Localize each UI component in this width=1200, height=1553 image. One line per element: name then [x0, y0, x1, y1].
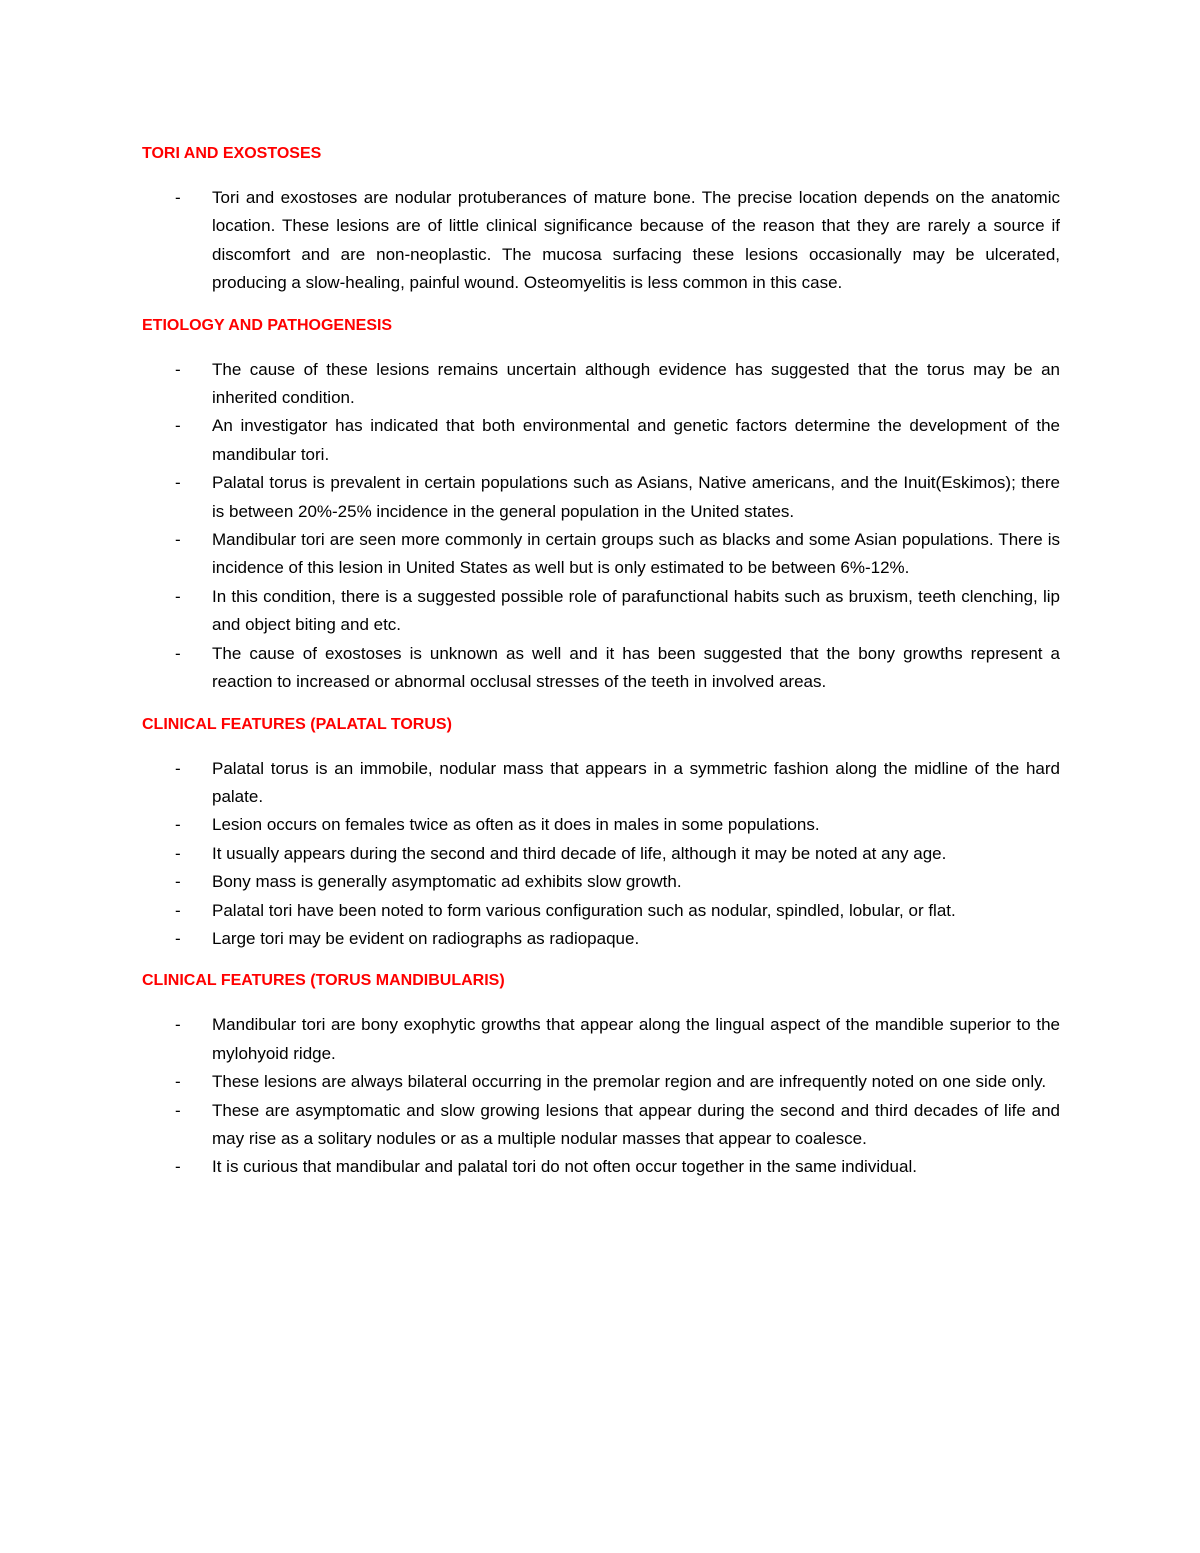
document-page: [142, 140, 1060, 1196]
list-item-text: Lesion occurs on females twice as often as it does in males in some populations.: [212, 815, 820, 835]
list-item: [142, 925, 1060, 953]
bullet-marker: -: [175, 843, 181, 863]
bullet-marker: -: [175, 1072, 181, 1092]
bullet-marker: -: [175, 416, 181, 436]
list-item-text: The cause of exostoses is unknown as well and it has been suggested that the bony growths represent a reaction to increased or abnormal occlusal stresses of the teeth in involved areas.: [212, 643, 1060, 692]
list-item-text: Large tori may be evident on radiographs as radiopaque.: [212, 928, 640, 948]
section-heading: CLINICAL FEATURES (TORUS MANDIBULARIS): [142, 972, 505, 990]
list-item-text: Tori and exostoses are nodular protuberances of mature bone. The precise location depends on the anatomic location. These lesions are of little clinical significance because of the reason that they are rarely a source if discomfort and are non-neoplastic. The mucosa surfacing these lesions occasionally may be ulcerated, producing a slow-healing, painful wound. Osteomyelitis is less common in this case.: [212, 188, 1060, 293]
bullet-marker: -: [175, 188, 181, 207]
bullet-marker: -: [175, 815, 181, 835]
bullet-marker: -: [175, 473, 181, 493]
list-item: [142, 1153, 1060, 1181]
bullet-marker: -: [175, 586, 181, 606]
bullet-list: [142, 755, 1060, 954]
list-item: [142, 1097, 1060, 1154]
bullet-marker: -: [175, 928, 181, 948]
bullet-marker: -: [175, 1157, 181, 1177]
list-item: [142, 469, 1060, 526]
bullet-list: [142, 356, 1060, 697]
list-item: [142, 811, 1060, 839]
bullet-list: [142, 184, 1060, 298]
bullet-marker: -: [175, 900, 181, 920]
list-item-text: Palatal tori have been noted to form various configuration such as nodular, spindled, lobular, or flat.: [212, 900, 956, 920]
list-item-text: Mandibular tori are bony exophytic growths that appear along the lingual aspect of the mandible superior to the mylohyoid ridge.: [212, 1015, 1060, 1063]
list-item-text: These lesions are always bilateral occurring in the premolar region and are infrequently noted on one side only.: [212, 1072, 1047, 1092]
list-item-text: These are asymptomatic and slow growing lesions that appear during the second and third decades of life and may rise as a solitary nodules or as a multiple nodular masses that appear to coalesce.: [212, 1100, 1060, 1148]
list-item: [142, 640, 1060, 697]
list-item-text: It usually appears during the second and third decade of life, although it may be noted at any age.: [212, 843, 947, 863]
list-item: [142, 526, 1060, 583]
section-clinical-features-torus-mandibularis: [142, 967, 1060, 1181]
section-tori-and-exostoses: [142, 140, 1060, 298]
bullet-marker: -: [175, 359, 181, 379]
bullet-marker: -: [175, 530, 181, 550]
list-item: [142, 868, 1060, 896]
list-item: [142, 1011, 1060, 1068]
list-item: [142, 1068, 1060, 1096]
section-etiology-and-pathogenesis: [142, 312, 1060, 697]
section-heading: TORI AND EXOSTOSES: [142, 145, 322, 162]
bullet-list: [142, 1011, 1060, 1181]
list-item-text: Bony mass is generally asymptomatic ad exhibits slow growth.: [212, 872, 682, 892]
list-item-text: In this condition, there is a suggested possible role of parafunctional habits such as bruxism, teeth clenching, lip and object biting and etc.: [212, 586, 1060, 635]
list-item: [142, 583, 1060, 640]
list-item-text: The cause of these lesions remains uncertain although evidence has suggested that the torus may be an inherited condition.: [212, 359, 1060, 408]
section-clinical-features-palatal-torus: [142, 711, 1060, 954]
section-heading: CLINICAL FEATURES (PALATAL TORUS): [142, 715, 452, 733]
list-item: [142, 356, 1060, 413]
list-item: [142, 184, 1060, 298]
section-heading: ETIOLOGY AND PATHOGENESIS: [142, 316, 393, 334]
bullet-marker: -: [175, 758, 181, 778]
bullet-marker: -: [175, 1100, 181, 1120]
list-item: [142, 755, 1060, 812]
list-item-text: Mandibular tori are seen more commonly in certain groups such as blacks and some Asian populations. There is incidence of this lesion in United States as well but is only estimated to be between 6%-12%.: [212, 530, 1060, 578]
bullet-marker: -: [175, 643, 181, 663]
list-item: [142, 840, 1060, 868]
bullet-marker: -: [175, 1015, 181, 1035]
list-item: [142, 897, 1060, 925]
list-item-text: Palatal torus is an immobile, nodular mass that appears in a symmetric fashion along the midline of the hard palate.: [212, 758, 1060, 806]
bullet-marker: -: [175, 872, 181, 892]
list-item-text: Palatal torus is prevalent in certain populations such as Asians, Native americans, and the Inuit(Eskimos); there is between 20%-25% incidence in the general population in the United states.: [212, 473, 1060, 521]
list-item-text: It is curious that mandibular and palatal tori do not often occur together in the same individual.: [212, 1157, 917, 1177]
list-item: [142, 412, 1060, 469]
list-item-text: An investigator has indicated that both environmental and genetic factors determine the development of the mandibular tori.: [212, 416, 1060, 464]
